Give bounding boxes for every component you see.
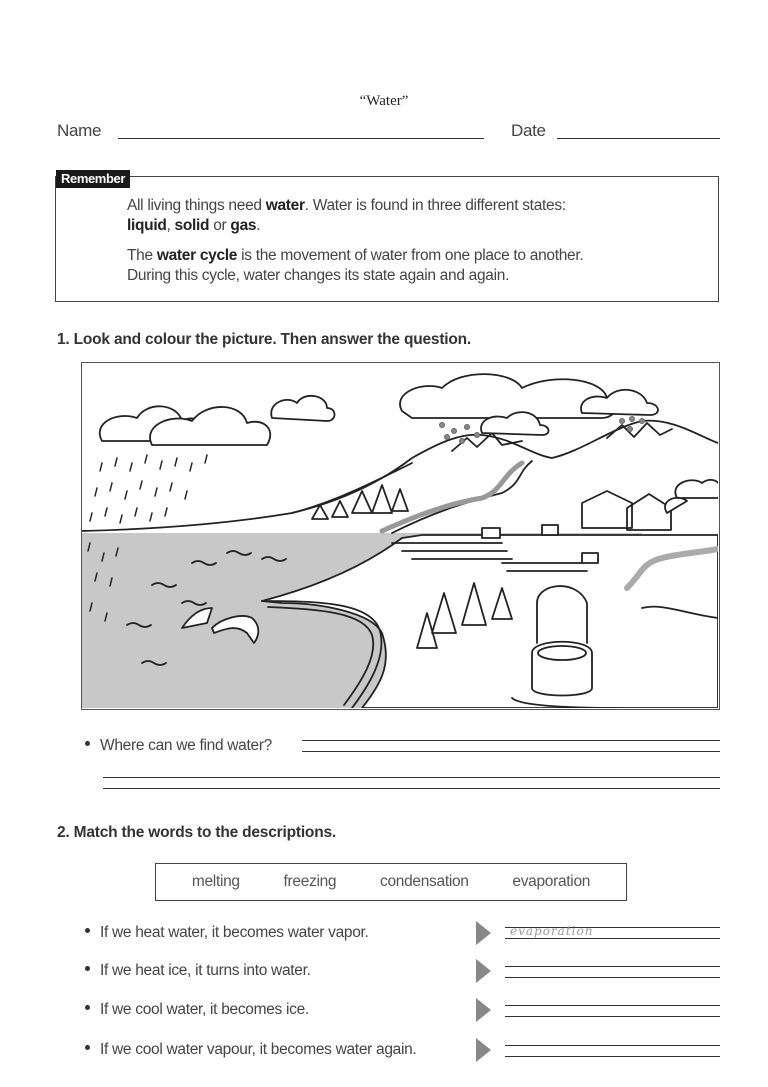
text: or: [209, 217, 231, 234]
text: . Water is found in three different states:: [304, 197, 566, 214]
answer-line-1[interactable]: [302, 740, 720, 752]
word-bank: [155, 863, 627, 901]
bullet-icon: [85, 928, 90, 933]
keyword-gas: gas: [230, 217, 257, 234]
remember-tag: Remember: [56, 170, 130, 188]
match-item-2: [85, 962, 311, 980]
arrow-right-icon: [476, 921, 491, 945]
arrow-right-icon: [476, 959, 491, 983]
remember-paragraph-1: [127, 196, 566, 236]
arrow-right-icon: [476, 1038, 491, 1062]
worksheet-title: “Water”: [359, 93, 409, 109]
remember-paragraph-2: [127, 246, 583, 286]
match-item-4: [85, 1041, 416, 1059]
exercise-2-title: 2. Match the words to the descriptions.: [57, 824, 336, 841]
arrow-right-icon: [476, 998, 491, 1022]
word-freezing: freezing: [283, 873, 337, 890]
water-cycle-illustration: [82, 363, 718, 708]
match-item-3: [85, 1001, 309, 1019]
match-answer-line-2[interactable]: [505, 966, 720, 978]
text: ,: [166, 217, 175, 234]
match-item-text: If we cool water, it becomes ice.: [100, 1001, 309, 1018]
bullet-icon: [85, 741, 90, 746]
water-cycle-picture[interactable]: [81, 362, 720, 710]
question-text: Where can we find water?: [100, 737, 272, 754]
bullet-icon: [85, 1005, 90, 1010]
handwritten-answer: evaporation: [510, 924, 594, 938]
text: .: [256, 217, 261, 234]
word-condensation: condensation: [380, 873, 469, 890]
bullet-icon: [85, 966, 90, 971]
word-evaporation: evaporation: [512, 873, 591, 890]
exercise-1-title: 1. Look and colour the picture. Then answer the question.: [57, 331, 472, 348]
date-label: Date: [511, 121, 546, 140]
text: All living things need: [127, 197, 266, 214]
question-where-water: [85, 737, 272, 755]
text: The: [127, 247, 157, 264]
keyword-water: water: [265, 197, 305, 214]
keyword-water-cycle: water cycle: [156, 247, 238, 264]
text: During this cycle, water changes its state again and again.: [127, 267, 510, 284]
match-item-text: If we heat ice, it turns into water.: [100, 962, 311, 979]
text: is the movement of water from one place to another.: [237, 247, 584, 264]
keyword-solid: solid: [174, 217, 210, 234]
word-melting: melting: [191, 873, 240, 890]
name-label: Name: [57, 121, 102, 140]
date-field-line[interactable]: [557, 138, 720, 139]
bullet-icon: [85, 1045, 90, 1050]
keyword-liquid: liquid: [127, 217, 167, 234]
answer-line-2[interactable]: [103, 777, 720, 789]
match-answer-line-4[interactable]: [505, 1045, 720, 1057]
match-answer-line-3[interactable]: [505, 1005, 720, 1017]
name-field-line[interactable]: [118, 138, 484, 139]
match-item-text: If we heat water, it becomes water vapor.: [100, 924, 369, 941]
match-item-1: [85, 924, 369, 942]
match-item-text: If we cool water vapour, it becomes water again.: [100, 1041, 417, 1058]
